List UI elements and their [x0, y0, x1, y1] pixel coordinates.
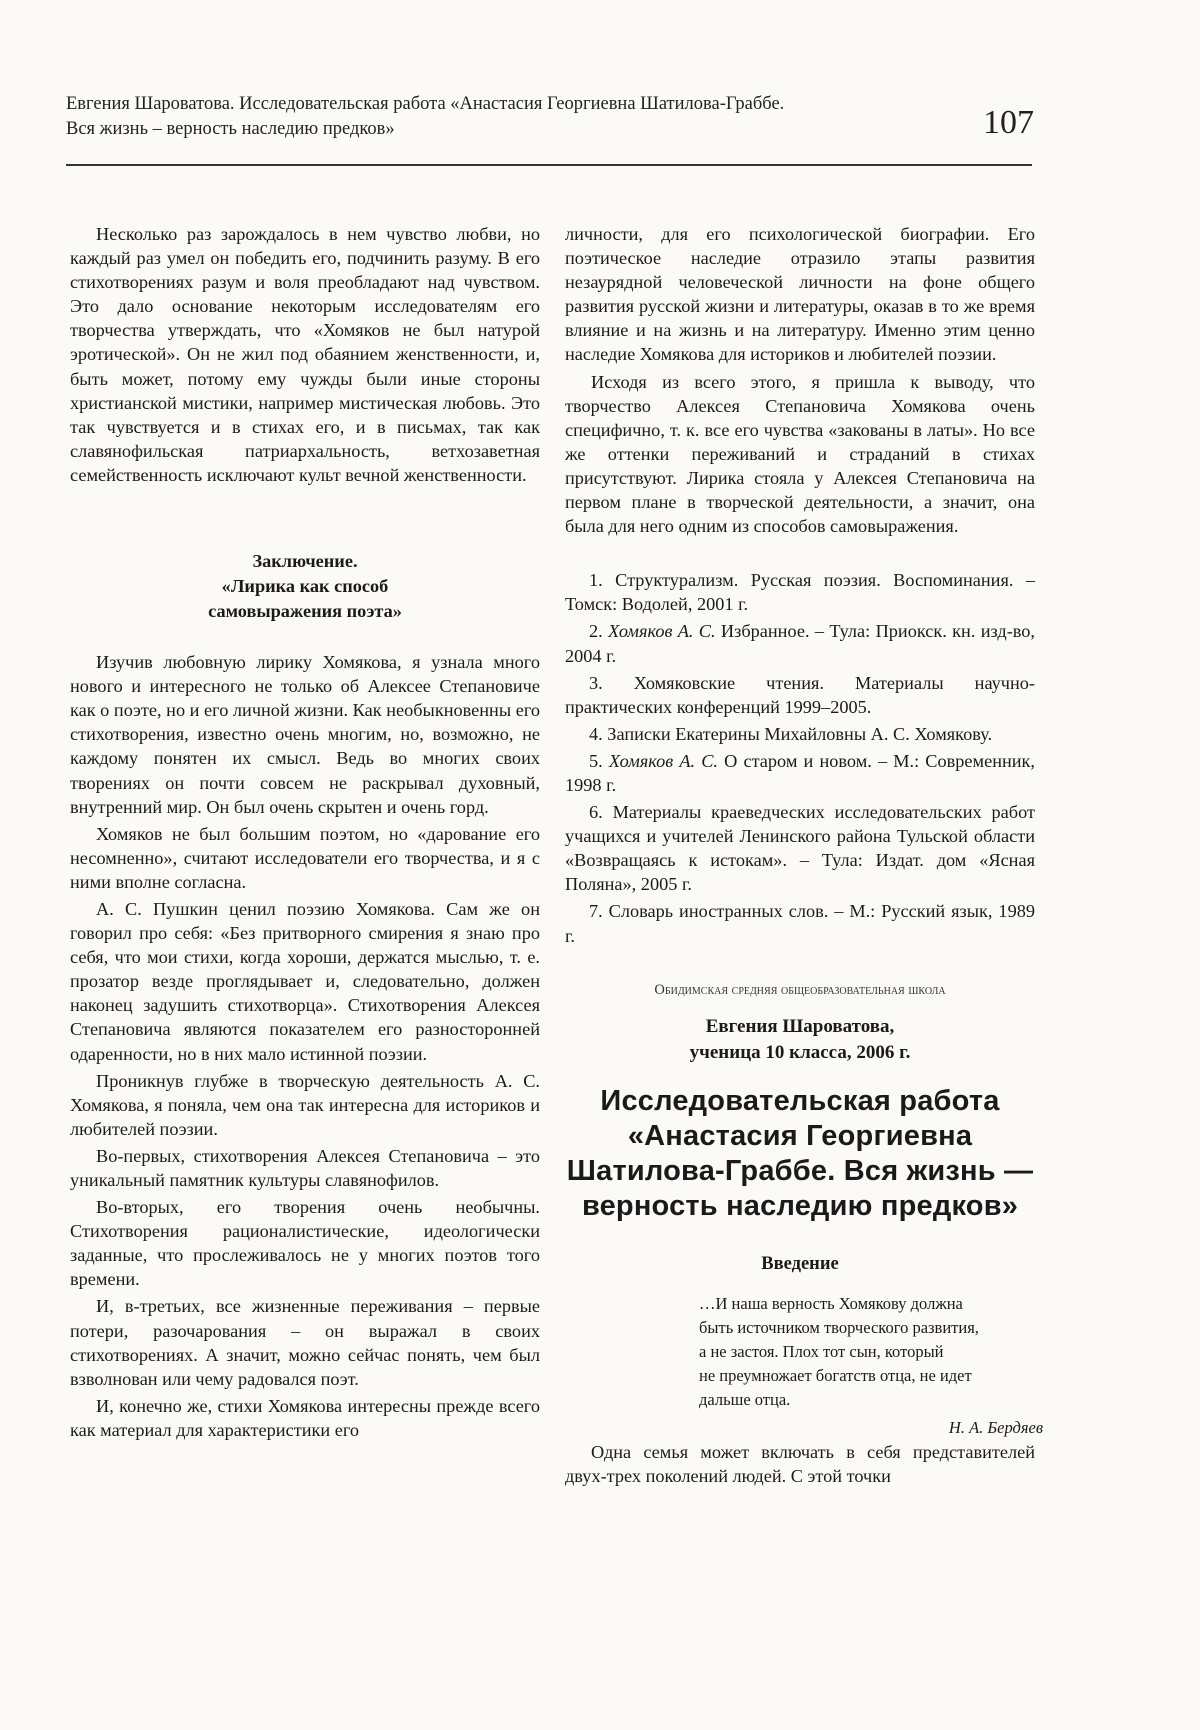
paragraph: И, конечно же, стихи Хомякова интересны прежде всего как материал для характеристики его — [70, 1395, 540, 1440]
page-number: 107 — [983, 104, 1034, 141]
paragraph: Во-первых, стихотворения Алексея Степановича – это уникальный памятник культуры славянофилов. — [70, 1145, 540, 1190]
reference-item — [565, 749, 1035, 797]
article-title-line-4: верность наследию предков» — [581, 1189, 1019, 1222]
paragraph: Одна семья может включать в себя представителей двух-трех поколений людей. С этой точки — [565, 1441, 1035, 1486]
reference-text: Записки Екатерины Михайловны А. С. Хомякову. — [607, 723, 993, 744]
paragraph: Во-вторых, его творения очень необычны. Стихотворения рационалистические, идеологически заданные, что прослеживалось не у многих поэтов того времени. — [70, 1197, 540, 1290]
reference-item — [565, 800, 1035, 896]
paragraph: А. С. Пушкин ценил поэзию Хомякова. Сам же он говорил про себя: «Без притворного смирения я знаю про себя, что мои стихи, когда хороши, держатся мыслью, т. е. прозатор везде проглядывает и, следовательно, должен наконец задушить стихотворца». Стихотворения Алексея Степановича являются показателем его разносторонней одаренности, но в них мало истинной поэзии. — [70, 898, 540, 1064]
paragraph: Проникнув глубже в творческую деятельность А. С. Хомякова, я поняла, чем она так интересна для историков и любителей поэзии. — [70, 1070, 540, 1139]
conclusion-heading — [70, 549, 540, 624]
paragraph: Изучив любовную лирику Хомякова, я узнала много нового и интересного не только об Алексее Степановиче как о поэте, но и его личной жизни. Как необыкновенны его стихотворения, известно очень многим, но, возможно, не каждому понятен их смысл. Ведь во многих своих творениях он почти совсем не раскрывал духовный, внутренний мир. Он был очень скрытен и очень горд. — [70, 652, 540, 817]
article-title-line-3: Шатилова-Граббе. Вся жизнь — — [566, 1154, 1034, 1187]
running-header — [66, 92, 966, 142]
reference-text: О старом и новом. – М.: Современник, 1998 г. — [565, 750, 1035, 795]
reference-number: 7. — [589, 901, 603, 922]
epigraph-line: не преумножает богатств отца, не идет — [699, 1365, 972, 1385]
reference-number: 5. — [589, 750, 603, 771]
epigraph-author: Н. А. Бердяев — [948, 1417, 1043, 1437]
running-header-line-2: Вся жизнь – верность наследию предков» — [66, 119, 395, 139]
reference-number: 2. — [589, 621, 603, 642]
reference-number: 6. — [589, 802, 603, 823]
paragraph: И, в-третьих, все жизненные переживания – первые потери, разочарования – он выражал в своих стихотворениях. А значит, можно сейчас понять, чем был взволнован или чему радовался поэт. — [70, 1296, 540, 1389]
reference-text: Словарь иностранных слов. – М.: Русский язык, 1989 г. — [565, 901, 1035, 946]
author-grade-year: ученица 10 класса, 2006 г. — [689, 1041, 911, 1063]
introduction-heading: Введение — [761, 1253, 839, 1274]
epigraph — [699, 1292, 1039, 1412]
reference-list — [565, 568, 1035, 947]
paragraph: Хомяков не был большим поэтом, но «дарование его несомненно», считают исследователи его творчества, и я с ними вполне согласна. — [70, 823, 540, 892]
reference-item — [565, 619, 1035, 667]
epigraph-line: быть источником творческого развития, — [699, 1317, 979, 1337]
epigraph-line: а не застоя. Плох тот сын, который — [699, 1341, 944, 1361]
left-column — [70, 222, 540, 1445]
reference-item — [565, 722, 1035, 746]
running-header-line-1: Евгения Шароватова. Исследовательская работа «Анастасия Георгиевна Шатилова-Граббе. — [66, 94, 785, 114]
reference-number: 1. — [589, 570, 603, 591]
article-title-line-2: «Анастасия Георгиевна — [627, 1119, 973, 1152]
paragraph-continuation: личности, для его психологической биографии. Его поэтическое наследие отразило этапы развития незаурядной человеческой личности на фоне общего развития русской жизни и литературы, оказав в то же время влияние и на жизнь и на литературу. Именно этим ценно наследие Хомякова для историков и любителей поэзии. — [565, 224, 1035, 365]
conclusion-heading-line-1: Заключение. — [252, 551, 358, 572]
article-title-line-1: Исследовательская работа — [600, 1084, 1000, 1117]
reference-number: 4. — [589, 723, 603, 744]
school-name: Обидимская средняя общеобразовательная школа — [654, 981, 946, 998]
reference-author: Хомяков А. С. — [608, 621, 716, 642]
author-name: Евгения Шароватова, — [705, 1015, 895, 1037]
header-rule — [66, 164, 1032, 166]
reference-text: Избранное. – Тула: Приокск. кн. изд-во, 2004 г. — [565, 621, 1036, 666]
conclusion-heading-line-3: самовыражения поэта» — [208, 601, 402, 622]
epigraph-line: дальше отца. — [699, 1389, 791, 1409]
right-column — [565, 222, 1043, 1491]
article-title — [565, 1084, 1035, 1224]
reference-text: Материалы краеведческих исследовательских работ учащихся и учителей Ленинского района Тульской области «Возвращаясь к истокам». – Тула: Издат. дом «Ясная Поляна», 2005 г. — [565, 802, 1035, 895]
reference-author: Хомяков А. С. — [608, 750, 718, 771]
paragraph: Исходя из всего этого, я пришла к выводу, что творчество Алексея Степановича Хомякова очень специфично, т. к. все его чувства «закованы в латы». Но все же оттенки переживаний и страданий в стихах присутствуют. Лирика стояла у Алексея Степановича на первом плане в творческой деятельности, а значит, она была для него одним из способов самовыражения. — [565, 371, 1035, 537]
epigraph-line: …И наша верность Хомякову должна — [699, 1293, 963, 1313]
reference-text: Структурализм. Русская поэзия. Воспоминания. – Томск: Водолей, 2001 г. — [565, 570, 1035, 615]
reference-text: Хомяковские чтения. Материалы научно-практических конференций 1999–2005. — [565, 672, 1035, 717]
reference-item — [565, 899, 1035, 947]
author-byline — [565, 1014, 1035, 1066]
reference-item — [565, 568, 1035, 616]
paragraph: Несколько раз зарождалось в нем чувство любви, но каждый раз умел он победить его, подчинить разуму. В его стихотворениях разум и воля преобладают над чувством. Это дало основание некоторым исследователям его творчества утверждать, что «Хомяков не был натурой эротической». Он не жил под обаянием женственности, и, быть может, потому ему чужды были иные стороны христианской мистики, например мистическая любовь. Это так чувствуется и в стихах его, и в письмах, так как славянофильская патриархальность, ветхозаветная семейственность исключают культ вечной женственности. — [70, 224, 540, 485]
conclusion-heading-line-2: «Лирика как способ — [221, 576, 389, 597]
reference-item — [565, 671, 1035, 719]
reference-number: 3. — [589, 672, 603, 693]
